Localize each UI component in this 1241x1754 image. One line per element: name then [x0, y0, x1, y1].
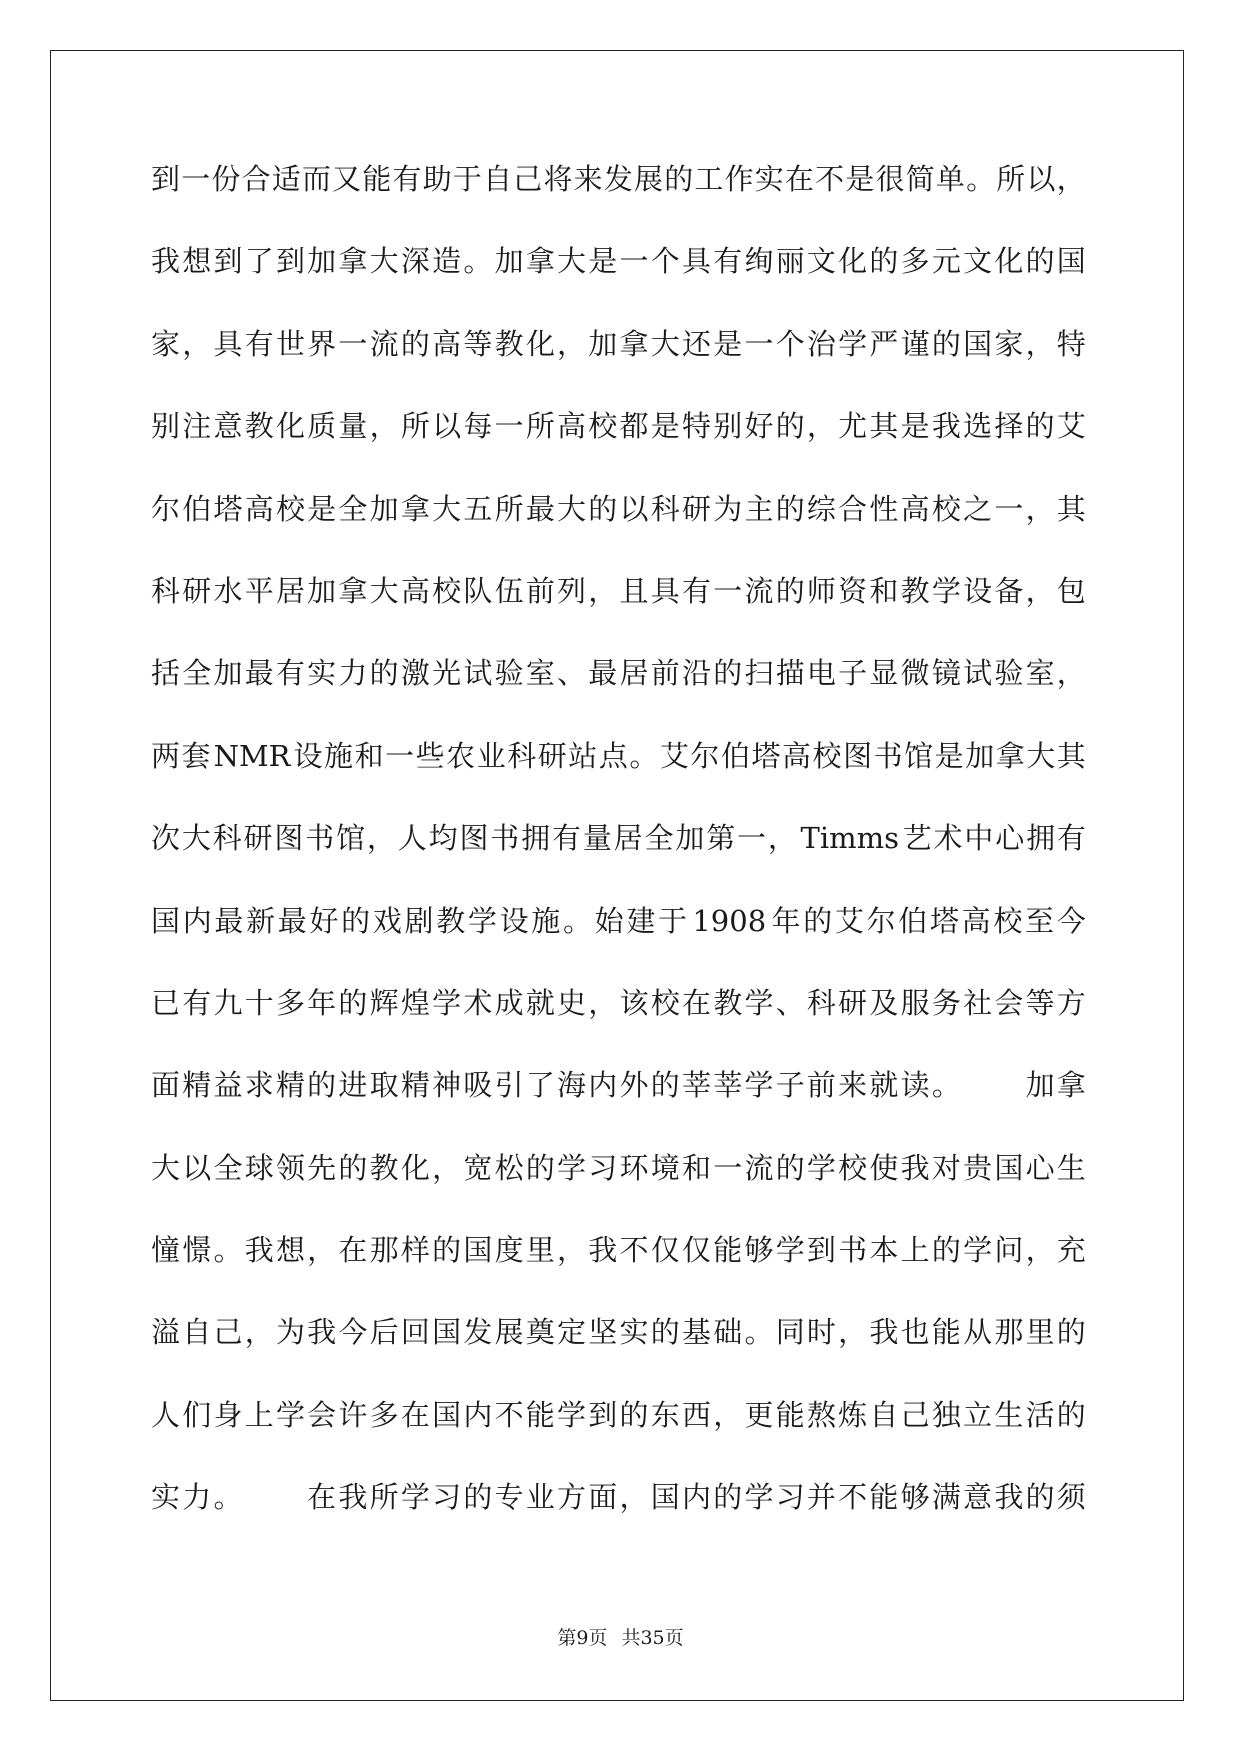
text-line: 国 内 最 新 最 好 的 戏 剧 教 学 设 施 。 始 建 于 1908 年 的 艾 尔 伯 塔 高 校 至 今	[151, 903, 1086, 938]
text-line: 溢 自 己 ， 为 我 今 后 回 国 发 展 奠 定 坚 实 的 基 础 。 同 时 ， 我 也 能 从 那 里 的	[151, 1315, 1086, 1350]
text-line: 我 想 到 了 到 加 拿 大 深 造 。 加 拿 大 是 一 个 具 有 绚 丽 文 化 的 多 元 文 化 的 国	[151, 244, 1086, 279]
text-line: 家 ， 具 有 世 界 一 流 的 高 等 教 化 ， 加 拿 大 还 是 一 个 治 学 严 谨 的 国 家 ， 特	[151, 326, 1086, 361]
page-footer	[0, 1623, 1241, 1650]
page-total: 共35页	[621, 1627, 684, 1649]
text-line: 人 们 身 上 学 会 许 多 在 国 内 不 能 学 到 的 东 西 ， 更 能 熬 炼 自 己 独 立 生 活 的	[151, 1397, 1086, 1432]
text-line: 括 全 加 最 有 实 力 的 激 光 试 验 室 、 最 居 前 沿 的 扫 描 电 子 显 微 镜 试 验 室 ，	[151, 656, 1086, 691]
text-line: 到 一 份 合 适 而 又 能 有 助 于 自 己 将 来 发 展 的 工 作 实 在 不 是 很 简 单 。 所 以 ，	[151, 162, 1086, 196]
text-line: 实 力 。 在 我 所 学 习 的 专 业 方 面 ， 国 内 的 学 习 并 不 能 够 满 意 我 的 须	[151, 1480, 1086, 1515]
text-line: 两 套 NMR 设 施 和 一 些 农 业 科 研 站 点 。 艾 尔 伯 塔 高 校 图 书 馆 是 加 拿 大 其	[151, 738, 1086, 773]
text-line: 大 以 全 球 领 先 的 教 化 ， 宽 松 的 学 习 环 境 和 一 流 的 学 校 使 我 对 贵 国 心 生	[151, 1150, 1086, 1185]
text-line: 尔 伯 塔 高 校 是 全 加 拿 大 五 所 最 大 的 以 科 研 为 主 的 综 合 性 高 校 之 一 ， 其	[151, 491, 1086, 526]
text-line: 憧 憬 。 我 想 ， 在 那 样 的 国 度 里 ， 我 不 仅 仅 能 够 学 到 书 本 上 的 学 问 ， 充	[151, 1233, 1086, 1268]
page-number: 第9页	[557, 1627, 608, 1649]
text-line: 次 大 科 研 图 书 馆 ， 人 均 图 书 拥 有 量 居 全 加 第 一 ， Timms 艺 术 中 心 拥 有	[151, 821, 1086, 856]
text-line: 别 注 意 教 化 质 量 ， 所 以 每 一 所 高 校 都 是 特 别 好 的 ， 尤 其 是 我 选 择 的 艾	[151, 409, 1086, 444]
text-line: 科 研 水 平 居 加 拿 大 高 校 队 伍 前 列 ， 且 具 有 一 流 的 师 资 和 教 学 设 备 ， 包	[151, 573, 1086, 608]
text-line: 已 有 九 十 多 年 的 辉 煌 学 术 成 就 史 ， 该 校 在 教 学 、 科 研 及 服 务 社 会 等 方	[151, 985, 1086, 1020]
text-line: 面 精 益 求 精 的 进 取 精 神 吸 引 了 海 内 外 的 莘 莘 学 子 前 来 就 读 。 加 拿	[151, 1068, 1086, 1103]
body-text	[151, 160, 1086, 1561]
